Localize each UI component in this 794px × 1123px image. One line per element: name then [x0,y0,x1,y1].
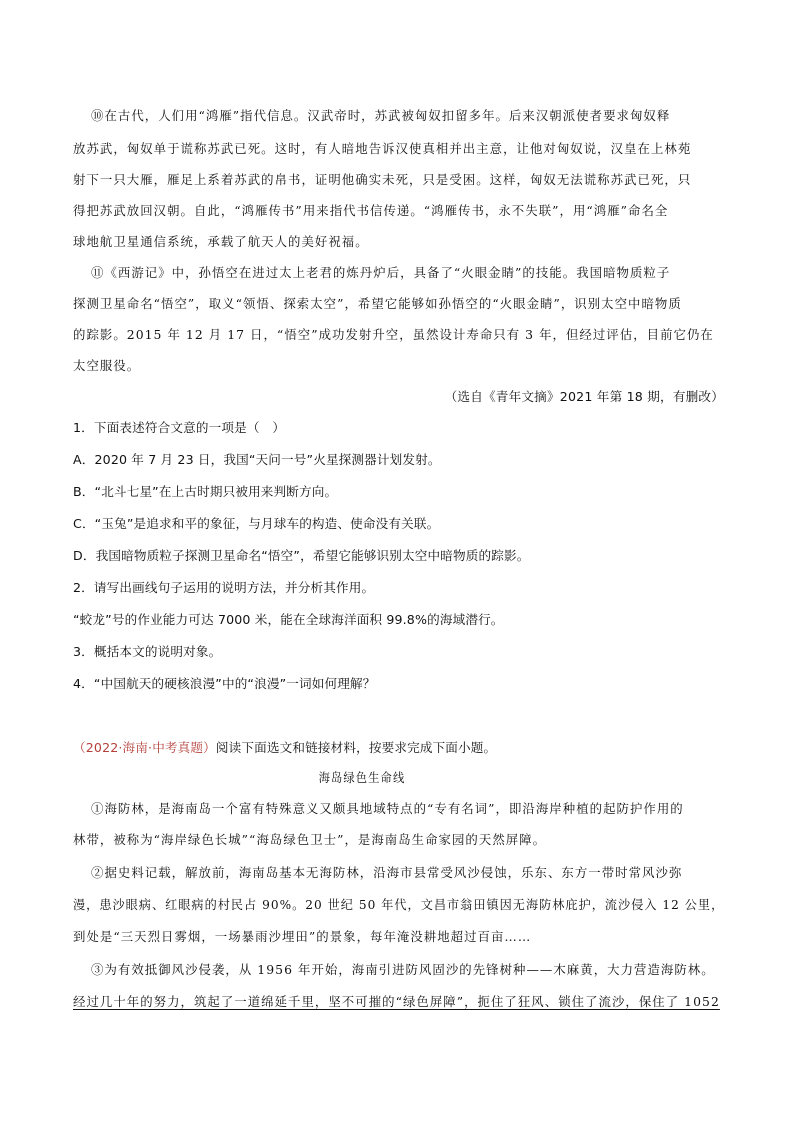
exam-source-tag: （2022·海南·中考真题） [73,740,216,755]
paragraph-10-line-3: 射下一只大雁，雁足上系着苏武的帛书，证明他确实未死，只是受困。这样，匈奴无法谎称苏武已死，只 [73,172,692,187]
question-4: 4．“中国航天的硬核浪漫”中的“浪漫”一词如何理解？ [73,676,376,691]
paragraph-10-line-5: 球地航卫星通信系统，承载了航天人的美好祝福。 [73,234,369,249]
paragraph-3-line-2-underlined: 经过几十年的努力，筑起了一道绵延千里，坚不可摧的“绿色屏障”，扼住了狂风、锁住了流沙，保住了 1052 [73,994,720,1009]
question-1: 1．下面表述符合文意的一项是（ ） [73,420,286,435]
question-1-option-c: C．“玉兔”是追求和平的象征，与月球车的构造、使命没有关联。 [73,516,440,531]
question-1-option-d: D．我国暗物质粒子探测卫星命名“悟空”，希望它能够识别太空中暗物质的踪影。 [73,548,530,563]
paragraph-2-line-2: 漫，患沙眼病、红眼病的村民占 90%。20 世纪 50 年代，文昌市翁田镇因无海防林庇护，流沙侵入 12 公里， [73,897,725,912]
source-citation: （选自《青年文摘》2021 年第 18 期，有删改） [444,389,724,404]
paragraph-2-line-1: ②据史料记载，解放前，海南岛基本无海防林，沿海市县常受风沙侵蚀，乐东、东方一带时常风沙弥 [91,865,683,880]
paragraph-11-line-1: ⑪《西游记》中，孙悟空在进过太上老君的炼丹炉后，具备了“火眼金睛”的技能。我国暗物质粒子 [91,265,671,280]
question-2: 2．请写出画线句子运用的说明方法，并分析其作用。 [73,580,375,595]
paragraph-10-line-1: ⑩在古代，人们用“鸿雁”指代信息。汉武帝时，苏武被匈奴扣留多年。后来汉朝派使者要求匈奴释 [91,108,671,123]
question-3: 3．概括本文的说明对象。 [73,644,222,659]
section-header [73,740,496,756]
paragraph-1-line-1: ①海防林，是海南岛一个富有特殊意义又颇具地域特点的“专有名词”，即沿海岸种植的起防护作用的 [91,801,684,816]
paragraph-2-line-3: 到处是“三天烈日雾烟，一场暴雨沙埋田”的景象，每年淹没耕地超过百亩…… [73,929,532,944]
paragraph-10-line-2: 放苏武，匈奴单于谎称苏武已死。这时，有人暗地告诉汉使真相并出主意，让他对匈奴说，汉皇在上林苑 [73,141,692,156]
paragraph-11-line-4: 太空服役。 [73,358,141,373]
section-instruction: 阅读下面选文和链接材料，按要求完成下面小题。 [215,740,497,755]
paragraph-10-line-4: 得把苏武放回汉朝。自此，“鸿雁传书”用来指代书信传递。“鸿雁传书，永不失联”，用“鸿雁”命名全 [73,203,669,218]
question-2-quote: “蛟龙”号的作业能力可达 7000 米，能在全球海洋面积 99.8%的海域潜行。 [73,612,504,627]
paragraph-11-line-3: 的踪影。2015 年 12 月 17 日，“悟空”成功发射升空，虽然设计寿命只有 3 年，但经过评估，目前它仍在 [73,327,714,342]
paragraph-1-line-2: 林带，被称为“海岸绿色长城”“海岛绿色卫士”，是海南岛生命家园的天然屏障。 [73,832,547,847]
question-1-option-a: A．2020 年 7 月 23 日，我国“天问一号”火星探测器计划发射。 [73,452,441,467]
paragraph-11-line-2: 探测卫星命名“悟空”，取义“领悟、探索太空”，希望它能够如孙悟空的“火眼金睛”，识别太空中暗物质 [73,296,682,311]
passage-title: 海岛绿色生命线 [318,770,406,785]
question-1-option-b: B．“北斗七星”在上古时期只被用来判断方向。 [73,484,338,499]
paragraph-3-line-1: ③为有效抵御风沙侵袭，从 1956 年开始，海南引进防风固沙的先锋树种——木麻黄，大力营造海防林。 [91,962,715,977]
